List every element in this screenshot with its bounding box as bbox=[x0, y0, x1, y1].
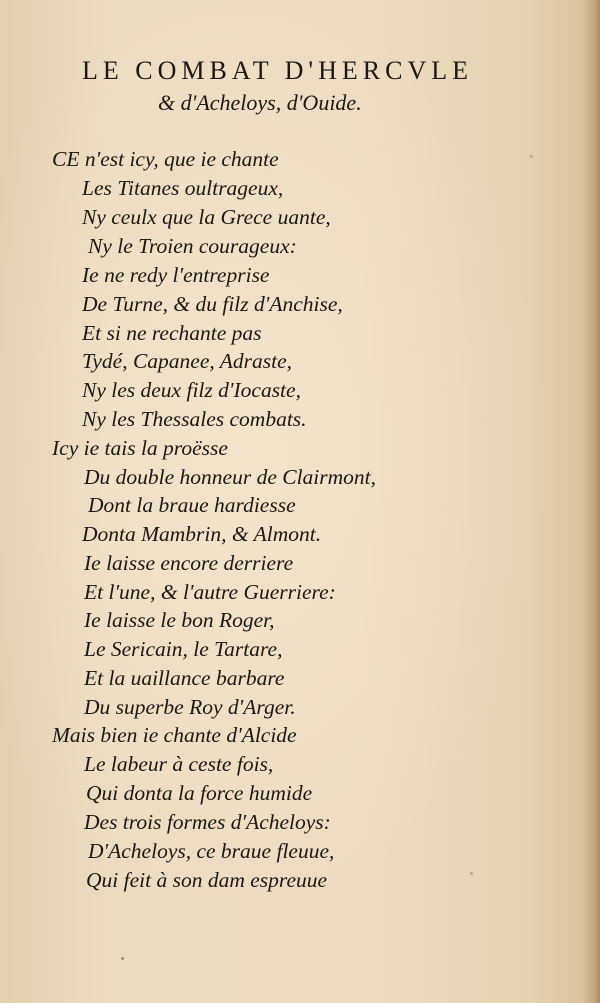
ink-speck bbox=[121, 957, 124, 960]
verse-line: Ny les Thessales combats. bbox=[82, 407, 307, 431]
page-edge-shadow bbox=[582, 0, 600, 1003]
verse-line: CE n'est icy, que ie chante bbox=[52, 147, 279, 171]
verse-line: Des trois formes d'Acheloys: bbox=[84, 810, 331, 834]
verse-line: Du double honneur de Clairmont, bbox=[84, 465, 377, 489]
verse-line: Tydé, Capanee, Adraste, bbox=[82, 349, 292, 373]
verse-line: Qui donta la force humide bbox=[86, 781, 313, 805]
verse-line: Le Sericain, le Tartare, bbox=[84, 637, 283, 661]
page-title: LE COMBAT D'HERCVLE bbox=[82, 56, 473, 85]
verse-line: D'Acheloys, ce braue fleuue, bbox=[88, 839, 335, 863]
verse-line: Le labeur à ceste fois, bbox=[84, 752, 274, 776]
verse-line: Et la uaillance barbare bbox=[84, 666, 285, 690]
verse-line: Donta Mambrin, & Almont. bbox=[82, 522, 322, 546]
verse-line: Les Titanes oultrageux, bbox=[82, 176, 284, 200]
verse-line: Mais bien ie chante d'Alcide bbox=[52, 723, 297, 747]
verse-line: Ny le Troien courageux: bbox=[88, 234, 297, 258]
page-subtitle: & d'Acheloys, d'Ouide. bbox=[158, 90, 362, 115]
verse-line: Ie laisse encore derriere bbox=[84, 551, 294, 575]
verse-line: Qui feit à son dam espreuue bbox=[86, 868, 328, 892]
verse-line: De Turne, & du filz d'Anchise, bbox=[82, 292, 343, 316]
verse-line: Et si ne rechante pas bbox=[82, 321, 262, 345]
verse-line: Icy ie tais la proësse bbox=[52, 436, 228, 460]
verse-line: Dont la braue hardiesse bbox=[88, 493, 296, 517]
verse-line: Et l'une, & l'autre Guerriere: bbox=[84, 580, 336, 604]
verse-line: Ie ne redy l'entreprise bbox=[82, 263, 270, 287]
ink-speck bbox=[470, 872, 473, 875]
verse-line: Ny les deux filz d'Iocaste, bbox=[82, 378, 301, 402]
verse-line: Ie laisse le bon Roger, bbox=[84, 608, 275, 632]
verse-line: Ny ceulx que la Grece uante, bbox=[82, 205, 331, 229]
verse-line: Du superbe Roy d'Arger. bbox=[84, 695, 296, 719]
ink-speck bbox=[530, 155, 533, 158]
